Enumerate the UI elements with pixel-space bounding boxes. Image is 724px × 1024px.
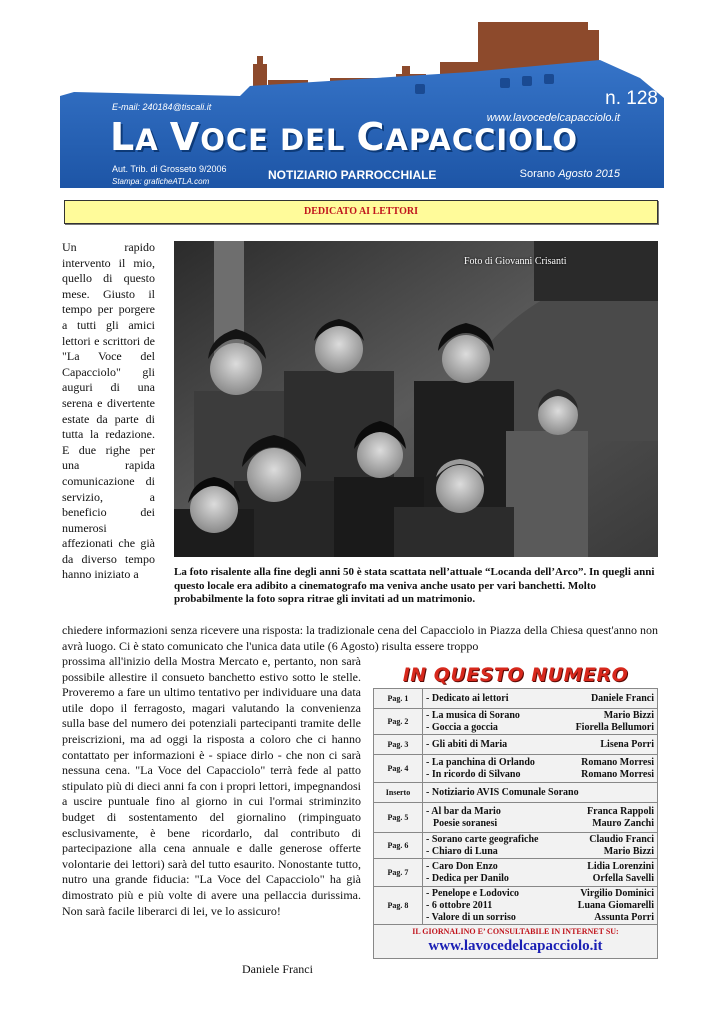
toc-item-author: Fiorella Bellumori xyxy=(575,721,654,733)
toc-item-title: - 6 ottobre 2011 xyxy=(426,900,492,912)
article-bottom-text: prossima all'inizio della Mostra Mercato e, pertanto, non sarà possibile allestire il consueto banchetto estivo sotto le stelle. Proveremo a fare un ultimo tentativo per individuare una data utile dopo il ferragosto, magari valutando la convenienza sulla base del numero dei potenziali partecipanti tramite delle preiscrizioni, ma ad oggi la risposta a coloro che ci hanno contattato per informazioni è - spiace dirlo - che non ci sarà nessuna cena. "La Voce del Capacciolo" terrà fede al patto stipulato più di dieci anni fa con i propri lettori, impegnandosi a uscire puntuale fino al giorno in cui l'ormai striminzito budget di sostentamento del giornalino (rimpinguato esclusivamente, è bene ricordarlo, dal contributo di partecipazione alla cena annuale e dalle generose offerte volontarie dei lettori) sarà del tutto esaurito. Nonostante tutto, nutro una grande fiducia: "La Voce del Capacciolo" ha già dimostrato più e più volte di avere una pellaccia durissima. Non sarà facile liberarci di lei, ve lo assicuro! xyxy=(62,654,361,918)
toc-item-title: - Notiziario AVIS Comunale Sorano xyxy=(426,787,579,799)
subtitle: NOTIZIARIO PARROCCHIALE xyxy=(268,168,437,182)
toc-row xyxy=(374,803,658,833)
toc-entries xyxy=(423,755,658,783)
masthead xyxy=(0,0,724,190)
toc-item-title: - La panchina di Orlando xyxy=(426,757,535,769)
toc-item-title: - Chiaro di Luna xyxy=(426,846,498,858)
toc-item-author: Daniele Franci xyxy=(590,692,654,704)
toc-entries xyxy=(423,859,658,887)
toc-footer xyxy=(373,925,658,959)
newspaper-title: LA VOCE DEL CAPACCIOLO xyxy=(110,115,578,159)
toc-item xyxy=(426,846,654,858)
article-wide-text: chiedere informazioni senza ricevere una risposta: la tradizionale cena del Capacciolo in Piazza della Chiesa quest'anno non avrà luogo. Ci è stato comunicato che l'unica data utile (6 Agosto) risulta essere troppo xyxy=(62,623,658,653)
toc-item xyxy=(426,861,654,873)
toc-item xyxy=(426,769,654,781)
toc-page-label: Pag. 2 xyxy=(374,709,423,735)
toc-item-author: Mario Bizzi xyxy=(603,709,654,721)
toc-page-label: Pag. 7 xyxy=(374,859,423,887)
toc-item xyxy=(426,834,654,846)
toc-page-label: Pag. 3 xyxy=(374,735,423,755)
toc-entries xyxy=(423,833,658,859)
photo-credit: Foto di Giovanni Crisanti xyxy=(464,256,567,267)
toc-item-title: - Sorano carte geografiche xyxy=(426,834,538,846)
toc-website-link[interactable]: www.lavocedelcapacciolo.it xyxy=(428,938,603,954)
toc-page-label: Pag. 5 xyxy=(374,803,423,833)
toc-item-author: Franca Rappoli xyxy=(587,805,654,817)
toc-item xyxy=(426,818,654,830)
toc-item-title: - Dedica per Danilo xyxy=(426,873,509,885)
toc-entries xyxy=(423,887,658,925)
toc-row xyxy=(374,783,658,803)
toc-entries xyxy=(423,735,658,755)
toc-entries xyxy=(423,709,658,735)
toc-item-title: - La musica di Sorano xyxy=(426,710,520,722)
toc-item xyxy=(426,873,654,885)
toc-item-author: Lisena Porri xyxy=(600,738,654,750)
toc-item-author: Orfella Savelli xyxy=(592,872,654,884)
toc-item-title: - Penelope e Lodovico xyxy=(426,888,519,900)
toc-item-author: Mauro Zanchi xyxy=(592,817,654,829)
toc-item xyxy=(426,912,654,924)
toc-row xyxy=(374,833,658,859)
toc-item-title: - Dedicato ai lettori xyxy=(426,693,508,705)
toc-entries xyxy=(423,783,658,803)
email-label: E-mail: xyxy=(112,102,141,112)
dedication-heading: DEDICATO AI LETTORI xyxy=(64,200,658,224)
authorization: Aut. Trib. di Grosseto 9/2006 xyxy=(112,164,227,174)
toc-item-title: - Caro Don Enzo xyxy=(426,861,498,873)
masthead-website[interactable]: www.lavocedelcapacciolo.it xyxy=(486,112,620,124)
toc-entries xyxy=(423,689,658,709)
toc-table xyxy=(373,688,658,925)
toc-page-label: Pag. 1 xyxy=(374,689,423,709)
toc-entries xyxy=(423,803,658,833)
toc-item-author: Virgilio Dominici xyxy=(580,887,654,899)
toc-item xyxy=(426,900,654,912)
toc-item-author: Luana Giomarelli xyxy=(577,899,654,911)
masthead-email xyxy=(112,102,211,112)
toc-page-label: Pag. 4 xyxy=(374,755,423,783)
toc-item-author: Romano Morresi xyxy=(581,756,654,768)
article-column-text: Un rapido intervento il mio, quello di questo mese. Giusto il tempo per porgere a tutti gli amici lettori e scrittori de "La Voce del Capacciolo" gli auguri di una serena e divertente estate da parte di tutta la redazione. E due righe per una rapida comunicazione di servizio, a beneficio dei numerosi affezionati che già da diverso tempo hanno iniziato a xyxy=(62,240,155,582)
toc-row xyxy=(374,709,658,735)
toc-item-author: Claudio Franci xyxy=(589,833,654,845)
toc-item-title: Poesie soranesi xyxy=(433,817,498,829)
toc-item xyxy=(426,693,654,705)
toc-item xyxy=(426,806,654,818)
printer-credit: Stampa: graficheATLA.com xyxy=(112,177,210,186)
toc-page-label: Pag. 6 xyxy=(374,833,423,859)
toc-item xyxy=(426,888,654,900)
toc-row xyxy=(374,755,658,783)
toc-item xyxy=(426,710,654,722)
issue-date: Sorano Agosto 2015 xyxy=(519,168,620,180)
toc-heading: IN QUESTO NUMERO xyxy=(402,664,629,686)
toc-item-title: - Goccia a goccia xyxy=(426,722,498,734)
toc-item xyxy=(426,739,654,751)
toc-item-title: - In ricordo di Silvano xyxy=(426,769,520,781)
toc-row xyxy=(374,887,658,925)
photo-caption: La foto risalente alla fine degli anni 50 è stata scattata nell’attuale “Locanda dell’Arco”. In quegli anni questo locale era adibito a cinematografo ma veniva anche usato per vari banchetti. Molto probabilmente la foto sopra ritrae gli invitati ad un matrimonio. xyxy=(174,566,655,605)
toc-item xyxy=(426,787,654,799)
issue-number: n. 128 xyxy=(605,88,658,109)
toc-item xyxy=(426,722,654,734)
group-photo xyxy=(174,241,658,557)
toc-row xyxy=(374,735,658,755)
email-value[interactable]: 240184@tiscali.it xyxy=(142,102,212,112)
toc-row xyxy=(374,859,658,887)
table-of-contents xyxy=(373,664,658,959)
toc-item-author: Assunta Porri xyxy=(594,911,654,923)
toc-item-author: Mario Bizzi xyxy=(603,845,654,857)
toc-row xyxy=(374,689,658,709)
toc-item-author: Romano Morresi xyxy=(581,768,654,780)
article-signature: Daniele Franci xyxy=(242,962,313,976)
toc-page-label: Pag. 8 xyxy=(374,887,423,925)
toc-internet-note: IL GIORNALINO E’ CONSULTABILE IN INTERNET SU: xyxy=(412,927,619,936)
toc-item-title: - Gli abiti di Maria xyxy=(426,739,507,751)
toc-item-author: Lidia Lorenzini xyxy=(587,860,654,872)
toc-item-title: - Al bar da Mario xyxy=(426,806,501,818)
toc-item xyxy=(426,757,654,769)
toc-page-label: Inserto xyxy=(374,783,423,803)
toc-item-title: - Valore di un sorriso xyxy=(426,912,516,924)
